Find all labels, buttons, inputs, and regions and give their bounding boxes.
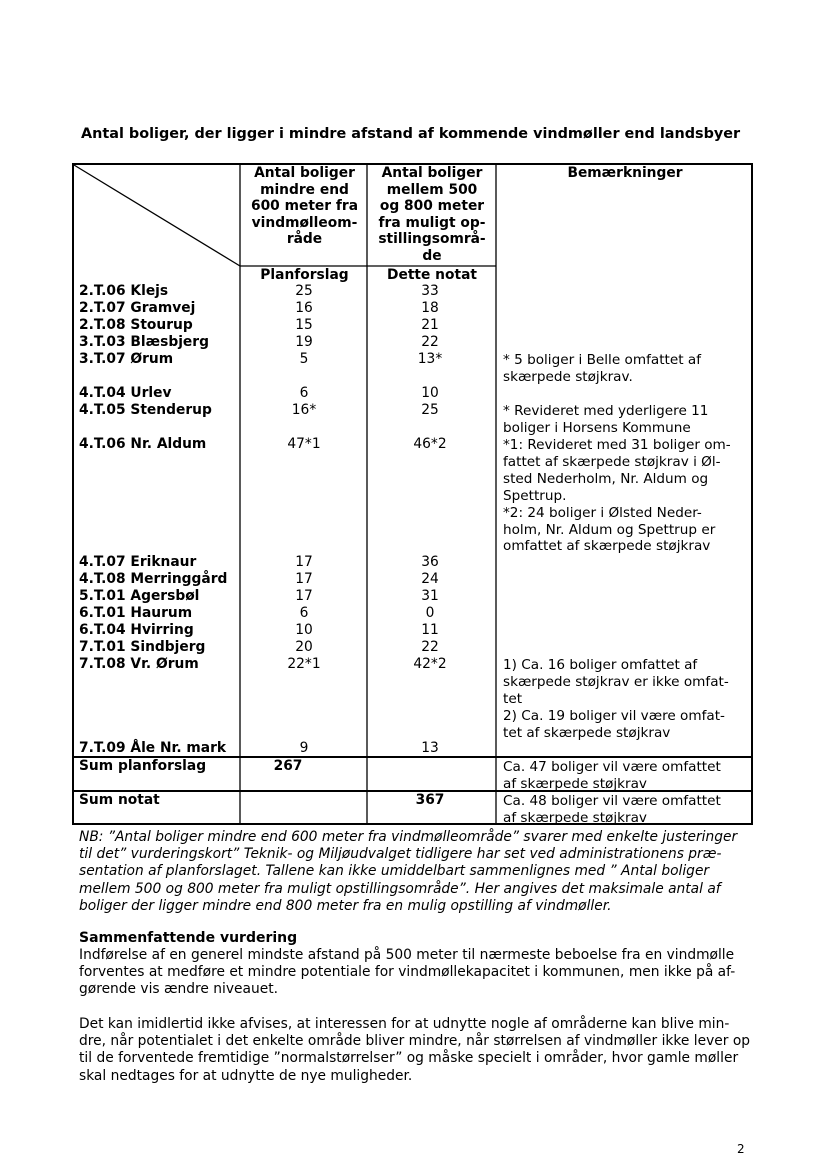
row-notat-value: 42*2 — [413, 656, 447, 672]
row-notat-value: 22 — [421, 639, 439, 655]
column-header-notat: Antal boliger mellem 500 og 800 meter fra muligt op- stillingsområ- de — [378, 165, 486, 264]
row-planforslag-value: 16 — [295, 300, 313, 316]
paragraph-2: Det kan imidlertid ikke afvises, at interessen for at udnytte nogle af områderne kan blive min-dre, når potentialet i det enkelte område bliver mindre, når størrelsen af vindmøller ikke lever op til de forventede fremtidige ”normalstørrelser” og måske specielt i områder, hvor gamle møller skal nedtages for at udnytte de nye muligheder. — [79, 1016, 751, 1084]
row-notat-value: 25 — [421, 402, 439, 418]
sum-notat-remark: Ca. 48 boliger vil være omfattet af skærpede støjkrav — [503, 793, 721, 826]
row-planforslag-value: 17 — [295, 571, 313, 587]
row-notat-value: 22 — [421, 334, 439, 350]
row-planforslag-value: 17 — [295, 554, 313, 570]
nb-note: NB: ”Antal boliger mindre end 600 meter fra vindmølleområde” svarer med enkelte justeringer til det” vurderingskort” Teknik- og Miljøudvalget tidligere har set ved administrationens præ-sentation af planforslaget. Tallene kan ikke umiddelbart sammenlignes med ” Antal boliger mellem 500 og 800 meter fra muligt opstillingsområde”. Her angives det maksimale antal af boliger der ligger mindre end 800 meter fra en mulig opstilling af vindmøller. — [79, 829, 738, 914]
row-name: 7.T.01 Sindbjerg — [79, 639, 206, 655]
row-planforslag-value: 17 — [295, 588, 313, 604]
row-notat-value: 36 — [421, 554, 439, 570]
page-heading: Antal boliger, der ligger i mindre afstand af kommende vindmøller end landsbyer — [81, 126, 741, 142]
subheader-planforslag: Planforslag — [260, 267, 349, 283]
sum-planforslag-label: Sum planforslag — [79, 758, 207, 774]
sum-planforslag-remark: Ca. 47 boliger vil være omfattet af skærpede støjkrav — [503, 759, 721, 792]
section-title: Sammenfattende vurdering — [79, 930, 298, 946]
row-notat-value: 13* — [417, 351, 443, 367]
row-planforslag-value: 20 — [295, 639, 313, 655]
row-name: 6.T.01 Haurum — [79, 605, 193, 621]
row-planforslag-value: 6 — [299, 385, 309, 401]
row-planforslag-value: 6 — [299, 605, 309, 621]
row-remark: 1) Ca. 16 boliger omfattet af skærpede støjkrav er ikke omfat- tet 2) Ca. 19 boliger vil være omfat- tet af skærpede støjkrav — [503, 657, 729, 741]
row-name: 4.T.08 Merringgård — [79, 571, 228, 587]
paragraph-1: Indførelse af en generel mindste afstand på 500 meter til nærmeste beboelse fra en vindmølle forventes at medføre et mindre potentiale for vindmøllekapacitet i kommunen, men ikke på af-gørende vis ændre niveauet. — [79, 947, 736, 998]
row-name: 2.T.06 Klejs — [79, 283, 169, 299]
row-name: 2.T.08 Stourup — [79, 317, 193, 333]
row-name: 7.T.09 Åle Nr. mark — [79, 740, 227, 756]
column-header-planforslag: Antal boliger mindre end 600 meter fra vindmølleom- råde — [250, 165, 358, 248]
row-notat-value: 13 — [421, 740, 439, 756]
row-planforslag-value: 25 — [295, 283, 313, 299]
row-notat-value: 46*2 — [413, 436, 447, 452]
sum-planforslag-value: 267 — [273, 758, 303, 774]
row-name: 4.T.07 Eriknaur — [79, 554, 197, 570]
row-planforslag-value: 16* — [291, 402, 317, 418]
row-remark: *1: Revideret med 31 boliger om- fattet af skærpede støjkrav i Øl- sted Nederholm, Nr. Aldum og Spettrup. *2: 24 boliger i Ølsted Neder- holm, Nr. Aldum og Spettrup er omfattet af skærpede støjkrav — [503, 437, 731, 555]
row-name: 6.T.04 Hvirring — [79, 622, 194, 638]
row-remark: * Revideret med yderligere 11 boliger i Horsens Kommune — [503, 403, 709, 436]
subheader-dette-notat: Dette notat — [387, 267, 477, 283]
page-number: 2 — [737, 1142, 745, 1156]
row-notat-value: 21 — [421, 317, 439, 333]
row-planforslag-value: 5 — [299, 351, 309, 367]
row-notat-value: 0 — [425, 605, 435, 621]
row-planforslag-value: 47*1 — [287, 436, 321, 452]
row-name: 4.T.04 Urlev — [79, 385, 172, 401]
row-notat-value: 11 — [421, 622, 439, 638]
row-name: 4.T.05 Stenderup — [79, 402, 212, 418]
row-notat-value: 10 — [421, 385, 439, 401]
row-name: 7.T.08 Vr. Ørum — [79, 656, 199, 672]
row-planforslag-value: 10 — [295, 622, 313, 638]
row-name: 3.T.03 Blæsbjerg — [79, 334, 209, 350]
sum-notat-label: Sum notat — [79, 792, 160, 808]
sum-notat-value: 367 — [415, 792, 445, 808]
row-notat-value: 33 — [421, 283, 439, 299]
row-name: 5.T.01 Agersbøl — [79, 588, 200, 604]
row-planforslag-value: 19 — [295, 334, 313, 350]
column-header-remarks: Bemærkninger — [567, 165, 683, 181]
row-name: 4.T.06 Nr. Aldum — [79, 436, 207, 452]
row-notat-value: 24 — [421, 571, 439, 587]
row-planforslag-value: 9 — [299, 740, 309, 756]
row-remark: * 5 boliger i Belle omfattet af skærpede støjkrav. — [503, 352, 701, 385]
row-planforslag-value: 22*1 — [287, 656, 321, 672]
row-name: 2.T.07 Gramvej — [79, 300, 196, 316]
row-notat-value: 31 — [421, 588, 439, 604]
row-notat-value: 18 — [421, 300, 439, 316]
row-name: 3.T.07 Ørum — [79, 351, 174, 367]
row-planforslag-value: 15 — [295, 317, 313, 333]
